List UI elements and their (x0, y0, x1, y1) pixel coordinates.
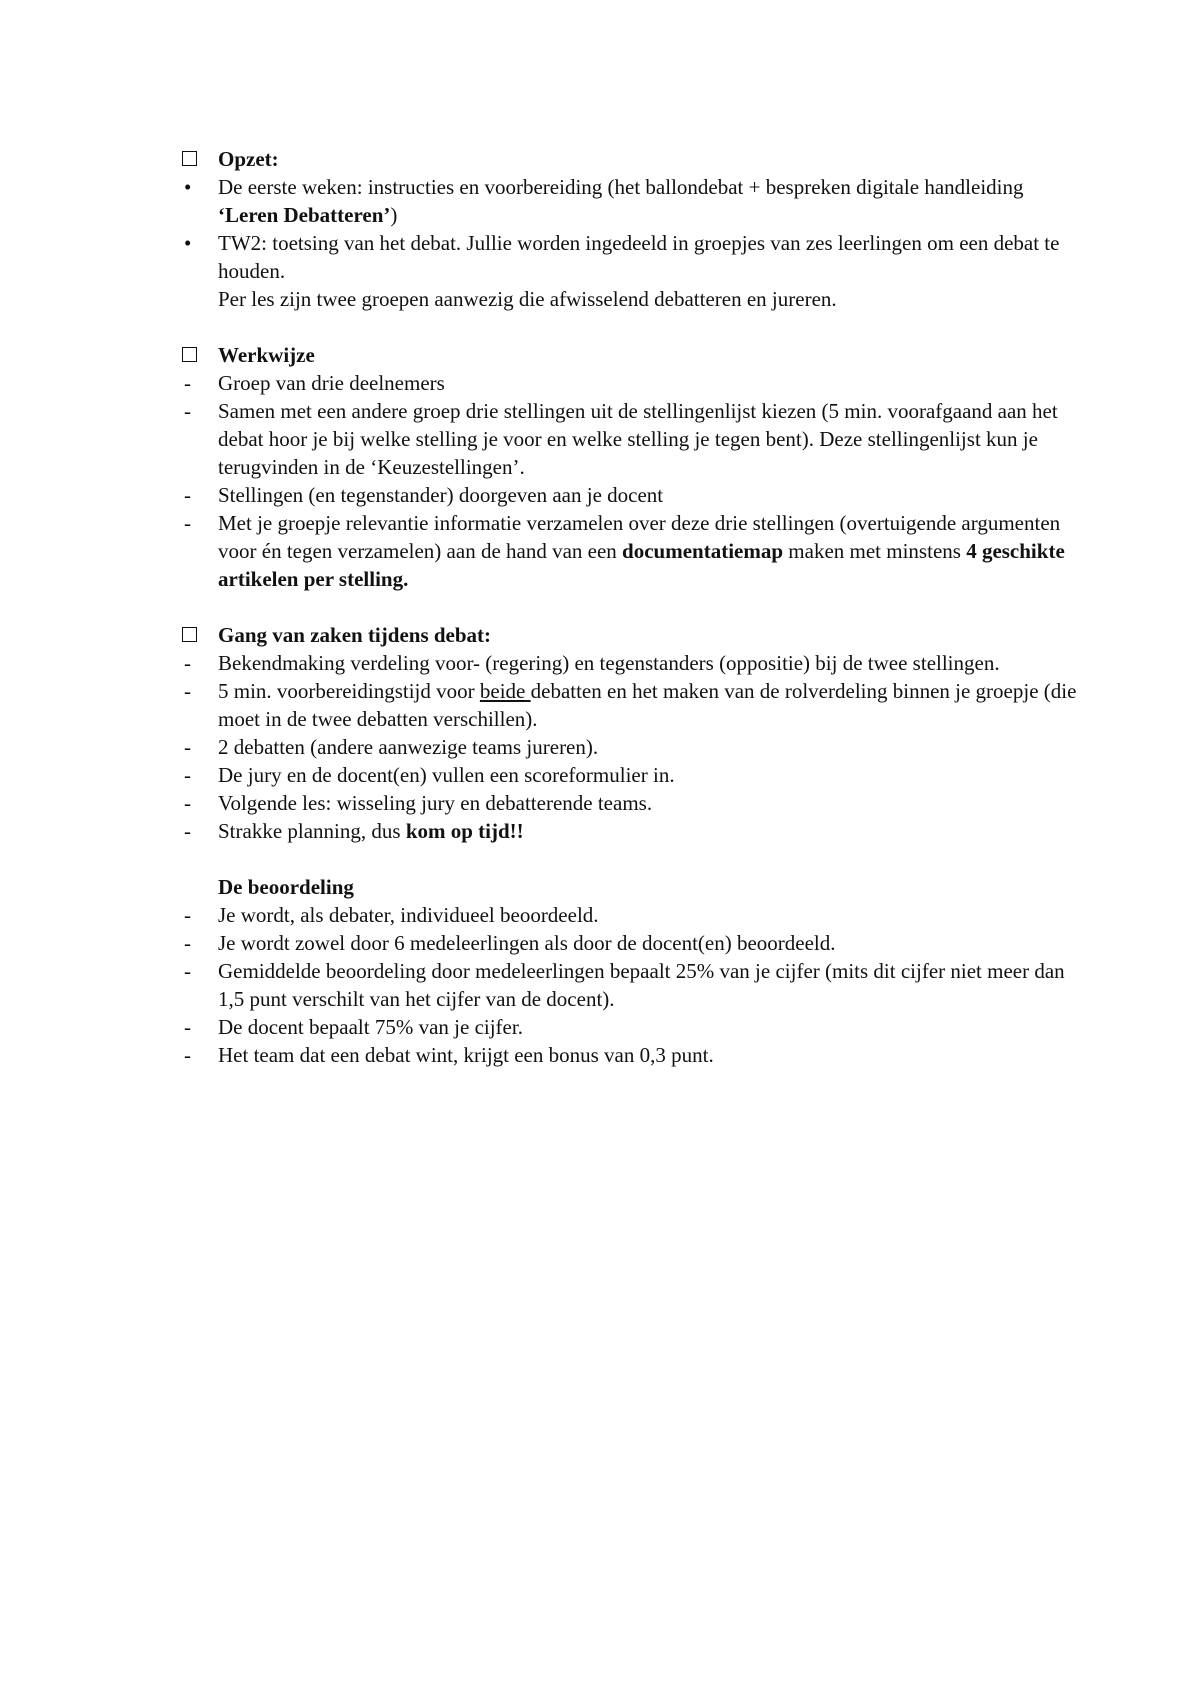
item-text: 2 debatten (andere aanwezige teams jureren). (218, 735, 599, 759)
item-text: Bekendmaking verdeling voor- (regering) en tegenstanders (oppositie) bij de twee stellingen. (218, 651, 1000, 675)
dash-marker: - (184, 931, 191, 955)
dash-marker: - (184, 735, 191, 759)
item-text: debatten en het maken van de rolverdeling binnen je groepje (die moet in de twee debatten verschillen). (218, 679, 1077, 731)
list-item (182, 817, 1082, 845)
dash-marker: - (184, 791, 191, 815)
item-text: Stellingen (en tegenstander) doorgeven aan je docent (218, 483, 664, 507)
list-item (182, 173, 1082, 229)
heading-gang-van-zaken (182, 621, 1082, 649)
list-item (182, 677, 1082, 733)
item-bold-text: kom op tijd!! (405, 819, 524, 843)
heading-beoordeling (182, 873, 1082, 901)
list-item (182, 509, 1082, 593)
dash-marker: - (184, 819, 191, 843)
dash-marker: - (184, 511, 191, 535)
section-werkwijze (182, 341, 1082, 593)
dash-marker: - (184, 763, 191, 787)
dash-marker: - (184, 651, 191, 675)
item-text: 5 min. voorbereidingstijd voor (218, 679, 480, 703)
list-item (182, 957, 1082, 1013)
item-underlined-text: beide (479, 679, 531, 703)
item-bold-text: documentatiemap (622, 539, 784, 563)
checkbox-icon (182, 627, 197, 642)
dash-marker: - (184, 959, 191, 983)
list-item (182, 1041, 1082, 1069)
list-item (182, 929, 1082, 957)
heading-opzet (182, 145, 1082, 173)
bullet-marker: • (184, 231, 192, 255)
item-text: Strakke planning, dus (218, 819, 406, 843)
heading-werkwijze-text: Werkwijze (218, 343, 315, 367)
list-item (182, 481, 1082, 509)
item-text: De eerste weken: instructies en voorbereiding (het ballondebat + bespreken digitale handleiding (218, 175, 1024, 199)
dash-marker: - (184, 679, 191, 703)
item-text: Volgende les: wisseling jury en debatterende teams. (218, 791, 653, 815)
section-beoordeling (182, 873, 1082, 1069)
list-item (182, 397, 1082, 481)
list-item (182, 229, 1082, 285)
section-opzet (182, 145, 1082, 313)
item-text: TW2: toetsing van het debat. Jullie worden ingedeeld in groepjes van zes leerlingen om een debat te houden. (218, 231, 1060, 283)
item-text: Gemiddelde beoordeling door medeleerlingen bepaalt 25% van je cijfer (mits dit cijfer niet meer dan 1,5 punt verschilt van het cijfer van de docent). (218, 959, 1065, 1011)
dash-marker: - (184, 903, 191, 927)
item-text: Het team dat een debat wint, krijgt een bonus van 0,3 punt. (218, 1043, 714, 1067)
heading-werkwijze (182, 341, 1082, 369)
list-item (182, 761, 1082, 789)
list-item (182, 369, 1082, 397)
list-item (182, 901, 1082, 929)
list-item (182, 733, 1082, 761)
item-text: Groep van drie deelnemers (218, 371, 445, 395)
heading-gang-text: Gang van zaken tijdens debat: (218, 623, 492, 647)
list-item (182, 649, 1082, 677)
item-bold-text: ‘Leren Debatteren’ (218, 203, 391, 227)
item-text: De docent bepaalt 75% van je cijfer. (218, 1015, 523, 1039)
item-text: ) (390, 203, 398, 227)
dash-marker: - (184, 1043, 191, 1067)
item-text: Je wordt zowel door 6 medeleerlingen als door de docent(en) beoordeeld. (218, 931, 836, 955)
item-text: Met je groepje relevantie informatie verzamelen over deze drie stellingen (overtuigende argumenten voor én tegen verzamelen) aan de hand van een (218, 511, 1061, 563)
checkbox-icon (182, 347, 197, 362)
item-text: De jury en de docent(en) vullen een scoreformulier in. (218, 763, 675, 787)
dash-marker: - (184, 371, 191, 395)
section-gang-van-zaken (182, 621, 1082, 845)
heading-opzet-text: Opzet: (218, 147, 279, 171)
item-text: Samen met een andere groep drie stellingen uit de stellingenlijst kiezen (5 min. voorafgaand aan het debat hoor je bij welke stelling je voor en welke stelling je tegen bent). Deze stellingenlijst kun je terugvinden in de ‘Keuzestellingen’. (218, 399, 1058, 479)
list-item (182, 789, 1082, 817)
dash-marker: - (184, 483, 191, 507)
heading-beoordeling-text: De beoordeling (218, 875, 354, 899)
document-content (182, 145, 1082, 1097)
item-text: Je wordt, als debater, individueel beoordeeld. (218, 903, 599, 927)
dash-marker: - (184, 399, 191, 423)
list-item (182, 1013, 1082, 1041)
bullet-marker: • (184, 175, 192, 199)
item-bold-text: 4 geschikte artikelen per stelling. (218, 539, 1065, 591)
dash-marker: - (184, 1015, 191, 1039)
item-continuation: Per les zijn twee groepen aanwezig die afwisselend debatteren en jureren. (218, 287, 837, 311)
item-text: maken met minstens (783, 539, 967, 563)
checkbox-icon (182, 151, 197, 166)
